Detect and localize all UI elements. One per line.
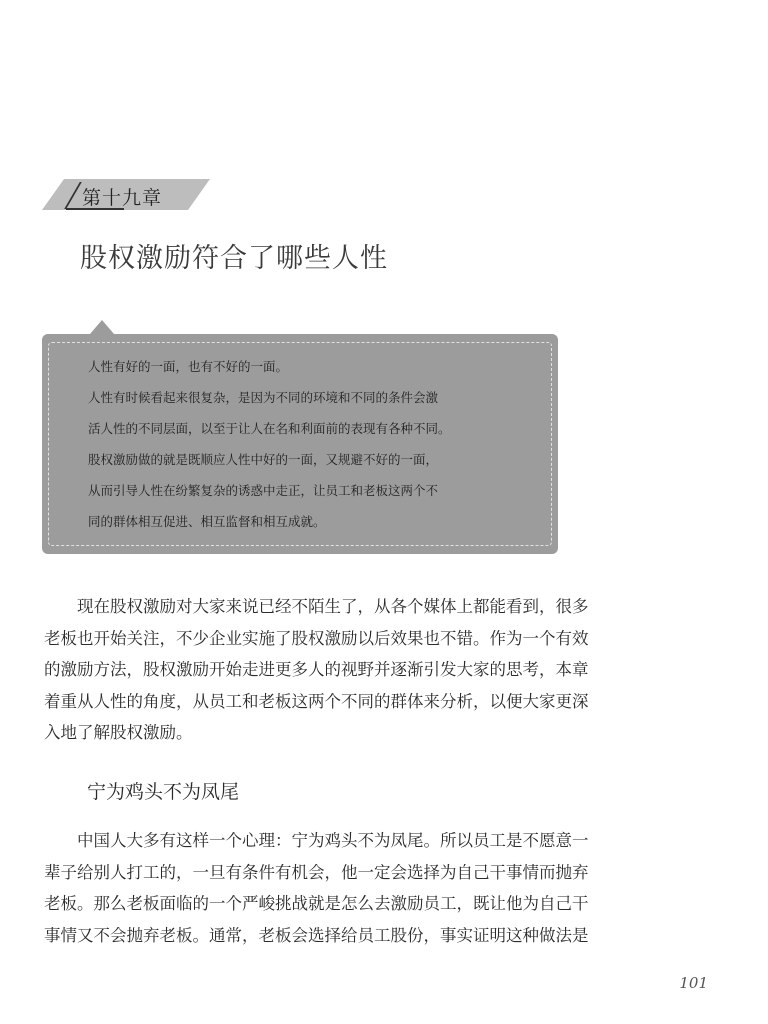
summary-text (88, 356, 538, 542)
paragraph-line: 辈子给别人打工的，一旦有条件有机会，他一定会选择为自己干事情而抛弃 (44, 862, 589, 882)
chapter-tag (42, 179, 210, 210)
chapter-label: 第十九章 (82, 187, 163, 209)
paragraph-line: 着重从人性的角度，从员工和老板这两个不同的群体来分析，以便大家更深 (44, 691, 589, 711)
summary-line: 活人性的不同层面，以至于让人在名和利面前的表现有各种不同。 (88, 421, 451, 436)
summary-line: 从而引导人性在纷繁复杂的诱惑中走正，让员工和老板这两个不 (88, 483, 439, 498)
paragraph-line: 老板。那么老板面临的一个严峻挑战就是怎么去激励员工，既让他为自己干 (44, 894, 589, 913)
section-heading: 宁为鸡头不为凤尾 (87, 781, 240, 803)
summary-line: 股权激励做的就是既顺应人性中好的一面，又规避不好的一面， (88, 452, 439, 467)
intro-paragraph (44, 591, 724, 749)
summary-line: 同的群体相互促进、相互监督和相互成就。 (88, 514, 326, 529)
chapter-title: 股权激励符合了哪些人性 (80, 243, 388, 274)
chapter-summary-box (42, 334, 558, 554)
summary-line: 人性有时候看起来很复杂，是因为不同的环境和不同的条件会激 (88, 390, 439, 405)
section-paragraph (44, 825, 724, 951)
paragraph-line: 的激励方法，股权激励开始走进更多人的视野并逐渐引发大家的思考，本章 (44, 660, 589, 679)
paragraph-line: 现在股权激励对大家来说已经不陌生了，从各个媒体上都能看到，很多 (44, 597, 589, 616)
paragraph-line: 入地了解股权激励。 (44, 723, 193, 742)
summary-box-pointer (90, 320, 114, 334)
summary-line: 人性有好的一面，也有不好的一面。 (88, 359, 289, 374)
paragraph-line: 中国人大多有这样一个心理：宁为鸡头不为凤尾。所以员工是不愿意一 (44, 831, 589, 850)
paragraph-line: 老板也开始关注，不少企业实施了股权激励以后效果也不错。作为一个有效 (44, 628, 589, 648)
paragraph-line: 事情又不会抛弃老板。通常，老板会选择给员工股份，事实证明这种做法是 (44, 925, 589, 945)
page-number: 101 (679, 974, 708, 992)
